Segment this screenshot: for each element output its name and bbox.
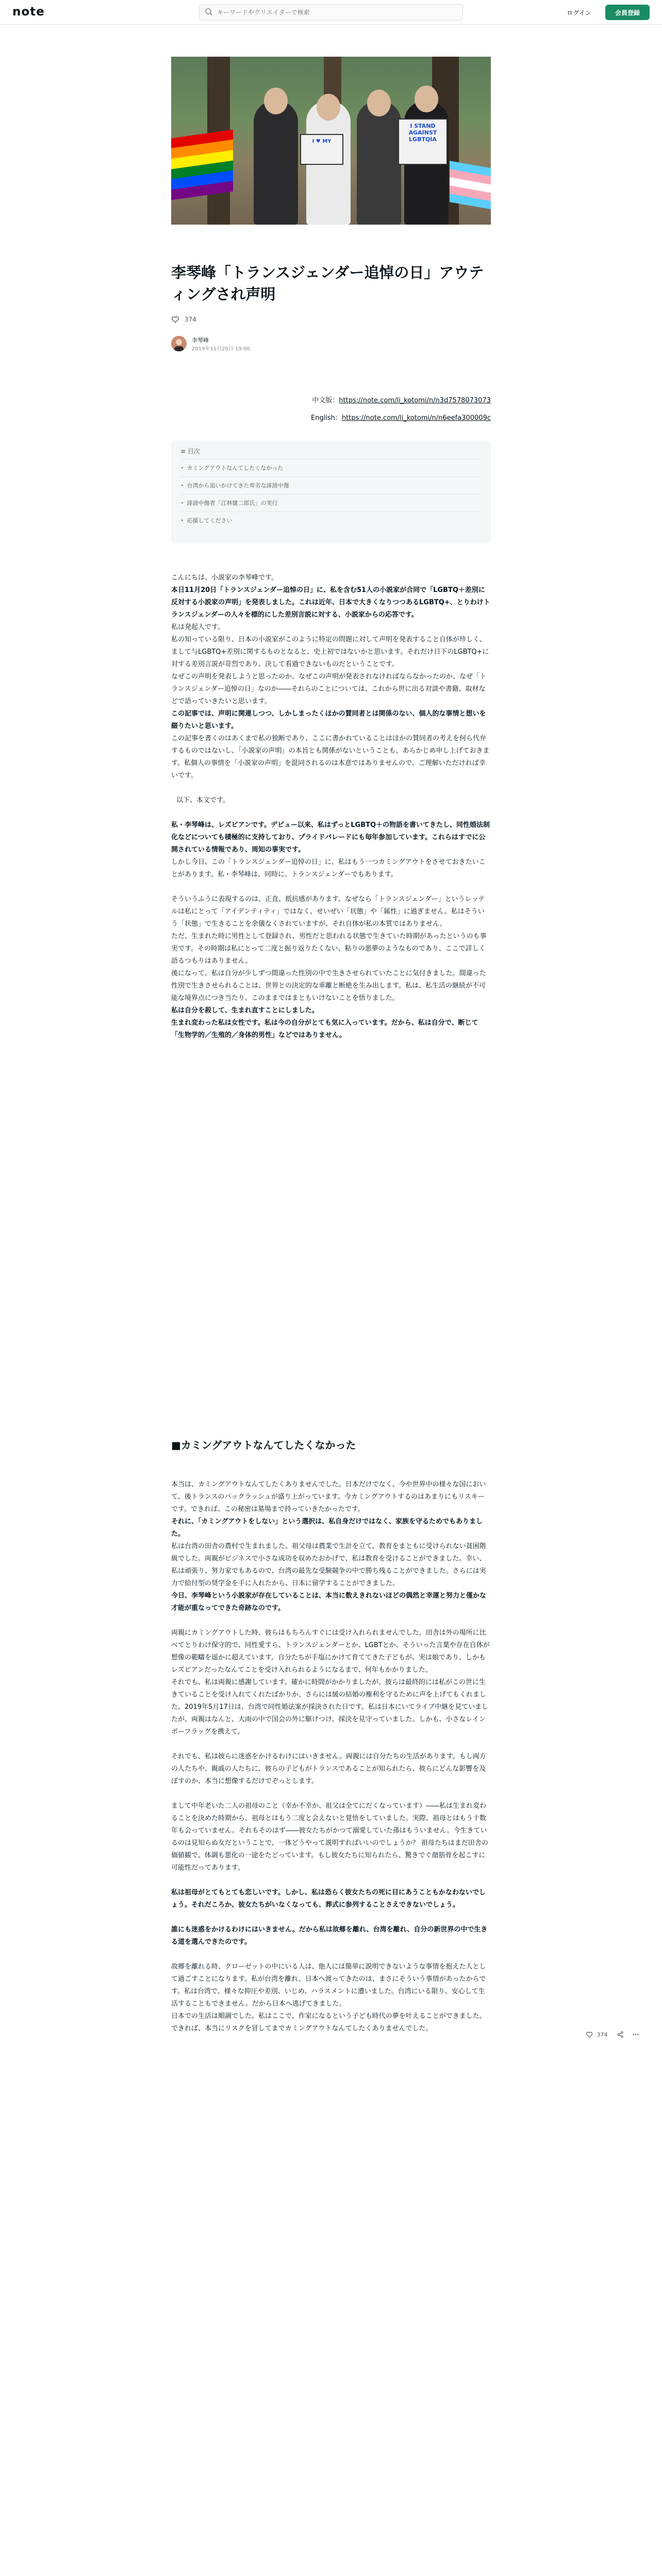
floating-like bbox=[586, 2031, 639, 2041]
toc-item[interactable]: • カミングアウトなんてしたくなかった bbox=[180, 459, 482, 477]
section-heading-coming-out: ■カミングアウトなんてしたくなかった bbox=[171, 1439, 356, 1451]
publish-date: 2019年11月20日 19:00 bbox=[192, 346, 250, 352]
avatar[interactable] bbox=[171, 336, 187, 351]
rainbow-flag bbox=[171, 130, 233, 200]
signup-button[interactable]: 会員登録 bbox=[605, 5, 650, 20]
more-icon[interactable] bbox=[632, 2031, 639, 2038]
toc-item[interactable]: • 誹謗中傷者「江林健二郎氏」の実行 bbox=[180, 494, 482, 512]
author-name[interactable]: 李琴峰 bbox=[192, 337, 209, 344]
like-count: 374 bbox=[597, 2031, 608, 2038]
note-logo[interactable]: note bbox=[12, 5, 45, 19]
toc-item[interactable]: • 応援してください bbox=[180, 512, 482, 529]
paragraph: なぜこの声明を発表しようと思ったのか、なぜこの声明が発表されなければならなかったのか、なぜ「トランスジェンダー追悼の日」なのか――それらのことについては、これから世に出る対談や書籍、取材などで語っていきたいと思います。 bbox=[171, 673, 487, 705]
paragraph: それに、「カミングアウトをしない」という選択は、私自身だけではなく、家族を守るためでもありました。 bbox=[171, 1518, 483, 1538]
paragraph: 本当は、カミングアウトなんてしたくありませんでした。日本だけでなく、今や世界中の様々な国において、後トランスのバックラッシュが盛り上がっています。今カミングアウトするのはあまりにもリスキーです。できれば、この秘密は墓場まで持っていきたかったです。 bbox=[171, 1481, 486, 1513]
paragraph: 生まれ変わった私は女性です。私は今の自分がとても気に入っています。だから、私は自分で、断じて「生物学的／生殖的／身体的男性」などではありません。 bbox=[171, 1019, 478, 1039]
search-box[interactable] bbox=[199, 4, 463, 21]
paragraph: この記事を書くのはあくまで私の独断であり、ここに書かれていることはほかの賛同者の考えを何ら代弁するものではないし、「小説家の声明」の本旨とも関係がないということも、あらかじめ申し上げておきます。私個人の事情を「小説家の声明」を混同されるのは本意ではありませんので、ご理解いただければ幸いです。 bbox=[171, 735, 490, 779]
lang-en-url[interactable]: https://note.com/li_kotomi/n/n6eefa300009c bbox=[341, 414, 491, 422]
toc-item[interactable]: • 台湾から追いかけてきた卑劣な誹謗中傷 bbox=[180, 477, 482, 494]
protest-sign-lgbtqia: I STAND AGAINST LGBTQIA bbox=[398, 118, 448, 165]
lang-link-cn bbox=[171, 395, 491, 404]
paragraph: 今日、李琴峰という小説家が存在していることは、本当に数えきれないほどの偶然と幸運と努力と僅かな才能が重なってできた奇跡なのです。 bbox=[171, 1592, 487, 1612]
paragraph: 本日11月20日「トランスジェンダー追悼の日」に、私を含む51人の小説家が合同で「LGBTQ＋差別に反対する小説家の声明」を発表しました。これは近年、日本で大きくなりつつあるLGBTQ+、とりわけトランスジェンダーの人々を標的にした差別言説に対する、小説家からの応答です。 bbox=[171, 586, 490, 619]
paragraph: この記事では、声明に関連しつつ、しかしまったくほかの賛同者とは関係のない、個人的な事情と想いを綴りたいと思います。 bbox=[171, 710, 486, 730]
heart-icon[interactable] bbox=[171, 315, 179, 324]
article-body-coming-out bbox=[171, 1479, 491, 2035]
paragraph: 私は祖母がとてもとても恋しいです。しかし、私は恐らく彼女たちの死に目にあうこともかなわないでしょう。それだころか、彼女たちがいなくなっても、葬式に参列することさえできないでしょう。 bbox=[171, 1889, 486, 1909]
paragraph: そういうふうに表現するのは、正直、抵抗感があります。なぜなら「トランスジェンダー」というレッテルは私にとって「アイデンティティ」ではなく、せいぜい「状態」や「属性」に過ぎません。私はそういう「状態」で生きることを余儀なくされていますが、それ自体が私の本質ではありません。 bbox=[171, 895, 485, 928]
toc-title[interactable]: ≡ 目次 bbox=[180, 448, 200, 455]
paragraph: 誰にも迷惑をかけるわけにはいきません。だから私は故郷を離れ、台湾を離れ、自分の新世界の中で生きる道を選んできたのです。 bbox=[171, 1926, 488, 1946]
lang-link-en bbox=[171, 412, 491, 422]
site-header bbox=[0, 0, 662, 25]
lang-cn-label: 中文版： bbox=[312, 397, 339, 404]
hero-image bbox=[171, 57, 491, 225]
paragraph: 後になって、私は自分が少しずつ間違った性別の中で生きさせられていたことに気付きました。間違った性別で生きさせられることは、世界との決定的な乖離と断絶を生み出します。私は、私生活の継続が不可能な境界点につき当たり、このままではまともいけないことを悟りました。 bbox=[171, 970, 486, 1002]
search-icon bbox=[205, 8, 213, 16]
paragraph: ただ、生まれた時に男性として登録され、男性だと思われる状態で生きていた時期があったというのも事実です。その時期は私にとって二度と振り返りたくない、粘りの悪夢のようなものであり、ここで詳しく語るつもりはありません。 bbox=[171, 933, 487, 965]
table-of-contents bbox=[171, 440, 491, 544]
like-row bbox=[171, 315, 196, 326]
lang-en-label: English： bbox=[310, 414, 342, 422]
paragraph: 私・李琴峰は、レズビアンです。デビュー以来、私はずっとLGBTQ＋の物語を書いてきたし、同性婚法制化などについても積極的に支持しており、プライドパレードにも毎年参加しています。これらはすでに公開されている情報であり、周知の事実です。 bbox=[171, 821, 490, 854]
paragraph: 日本での生活は順調でした。私はここで、作家になるという子ども時代の夢を叶えることができました。できれば、本当にリスクを冒してまでカミングアウトなんてしたくありませんでした。 bbox=[171, 2012, 486, 2032]
lang-cn-url[interactable]: https://note.com/li_kotomi/n/n3d7578073073 bbox=[339, 397, 491, 404]
like-count: 374 bbox=[184, 316, 196, 323]
paragraph: 私の知っている限り、日本の小説家がこのように特定の問題に対して声明を発表すること自体が珍しく、まして与LGBTQ+差別に関するものとなると、史上初ではないかと思います。それだけ日下のLGBTQ+に対する差別言説が苛烈であり、決して看過できないものだということです。 bbox=[171, 636, 489, 668]
paragraph: こんにちは、小説家の李琴峰です。 bbox=[171, 574, 278, 582]
trans-flag bbox=[450, 161, 491, 210]
login-button[interactable]: ログイン bbox=[558, 5, 600, 20]
paragraph: 私は自分を殺して、生まれ直すことにしました。 bbox=[171, 1007, 319, 1014]
article-title: 李琴峰「トランスジェンダー追悼の日」アウティングされ声明 bbox=[171, 264, 484, 303]
paragraph: 以下、本文です。 bbox=[176, 796, 229, 804]
paragraph: 私は発起人です。 bbox=[171, 623, 224, 631]
paragraph: それでも、私は彼らに迷惑をかけるわけにはいきません。両親には自分たちの生活があります。もし両方の人たちや、親戚の人たちに、彼らの子どもがトランスであることが知られたら、彼らにどんな影響を及ぼすのか、本当に想像するだけでぞっとします。 bbox=[171, 1753, 486, 1785]
paragraph: 両親にカミングアウトした時、彼らはもちろんすぐには受け入れられませんでした。田舎は外の場所に比べてとりわけ保守的で、同性愛すら、トランスジェンダーとか、LGBTとか、そういった言葉や存在自体が想像の範疇を遥かに超えています。自分たちが手塩にかけて育ててきた子どもが、実は娘であり、しかもレズビアンだったなんてことを受け入れられるようになるまで、何年もかかりました。 bbox=[171, 1629, 490, 1674]
toc-list-icon: ≡ bbox=[180, 448, 188, 455]
article-body-intro bbox=[171, 572, 491, 1042]
heart-icon[interactable] bbox=[586, 2031, 593, 2038]
protest-sign: I ♥ MY bbox=[300, 134, 343, 165]
paragraph: 故郷を離れる時、クローゼットの中にいる人は、他人には簡単に説明できないような事情を抱えた人として過ごすことになります。私が台湾を離れ、日本へ渡ってきたのは、まさにそういう事情があったからです。私は台湾で、様々な抑圧や差別、いじめ、ハラスメントに遭いました。台湾にいる限り、安心して生活することもできません。だから日本へ逃げてきました。 bbox=[171, 1963, 486, 2008]
search-input[interactable] bbox=[217, 7, 454, 18]
paragraph: それでも、私は両親に感謝しています。確かに時間がかかりましたが、彼らは最終的には私がこの世に生きていることを受け入れてくれたばかりか、さらには緩の結婚の権利を守るために声を上げてもくれました。2019年5月17日は、台湾で同性婚法案が採決された日です。私は日本にいてライブ中継を見ていましたが、両親はなんと、大雨の中で国会の外に駆けつけ、採決を見守っていました。しかも、小さなレインボーフラッグを携えて。 bbox=[171, 1679, 489, 1736]
paragraph: まして中年老いた二人の祖母のこと（幸か不幸か、祖父は全てにだくなっています）――私は生まれ変わることを決めた時期から、祖母とはもう二度と会えないと覚悟をしていました。実際、祖母とはもう十数年も会っていません。それもそのはず――彼女たちがかつて溺愛していた孫はもういません。今生きているのは見知らぬ女だということで、一体どうやって説明すればいいのでしょうか？ 祖母たちはまだ田舎の価値観で、体調も悪化の一途をたどっています。もし彼女たちに知られたら、驚きでぐ顔筋骨を起こすに可能性だってあります。 bbox=[171, 1802, 488, 1872]
paragraph: しかし今日、この「トランスジェンダー追悼の日」に、私はもう一つカミングアウトをさせておきたいことがあります。私・李琴峰は、同時に、トランスジェンダーでもあります。 bbox=[171, 858, 486, 878]
share-icon[interactable] bbox=[617, 2031, 624, 2038]
paragraph: 私は台湾の田舎の農村で生まれました。祖父母は農業で生計を立て、教育をまともに受けられない貧困階級でした。両親がビジネスで小さな成功を収めたおかげで、私は教育を受けることができました。幸い、私は頑張り、努力家でもあるので、台湾の最先な受験競争の中で勝ち残ることができました。さらには実力で給付型の奨学金を手に入れたから、日本に留学することができました。 bbox=[171, 1543, 486, 1587]
